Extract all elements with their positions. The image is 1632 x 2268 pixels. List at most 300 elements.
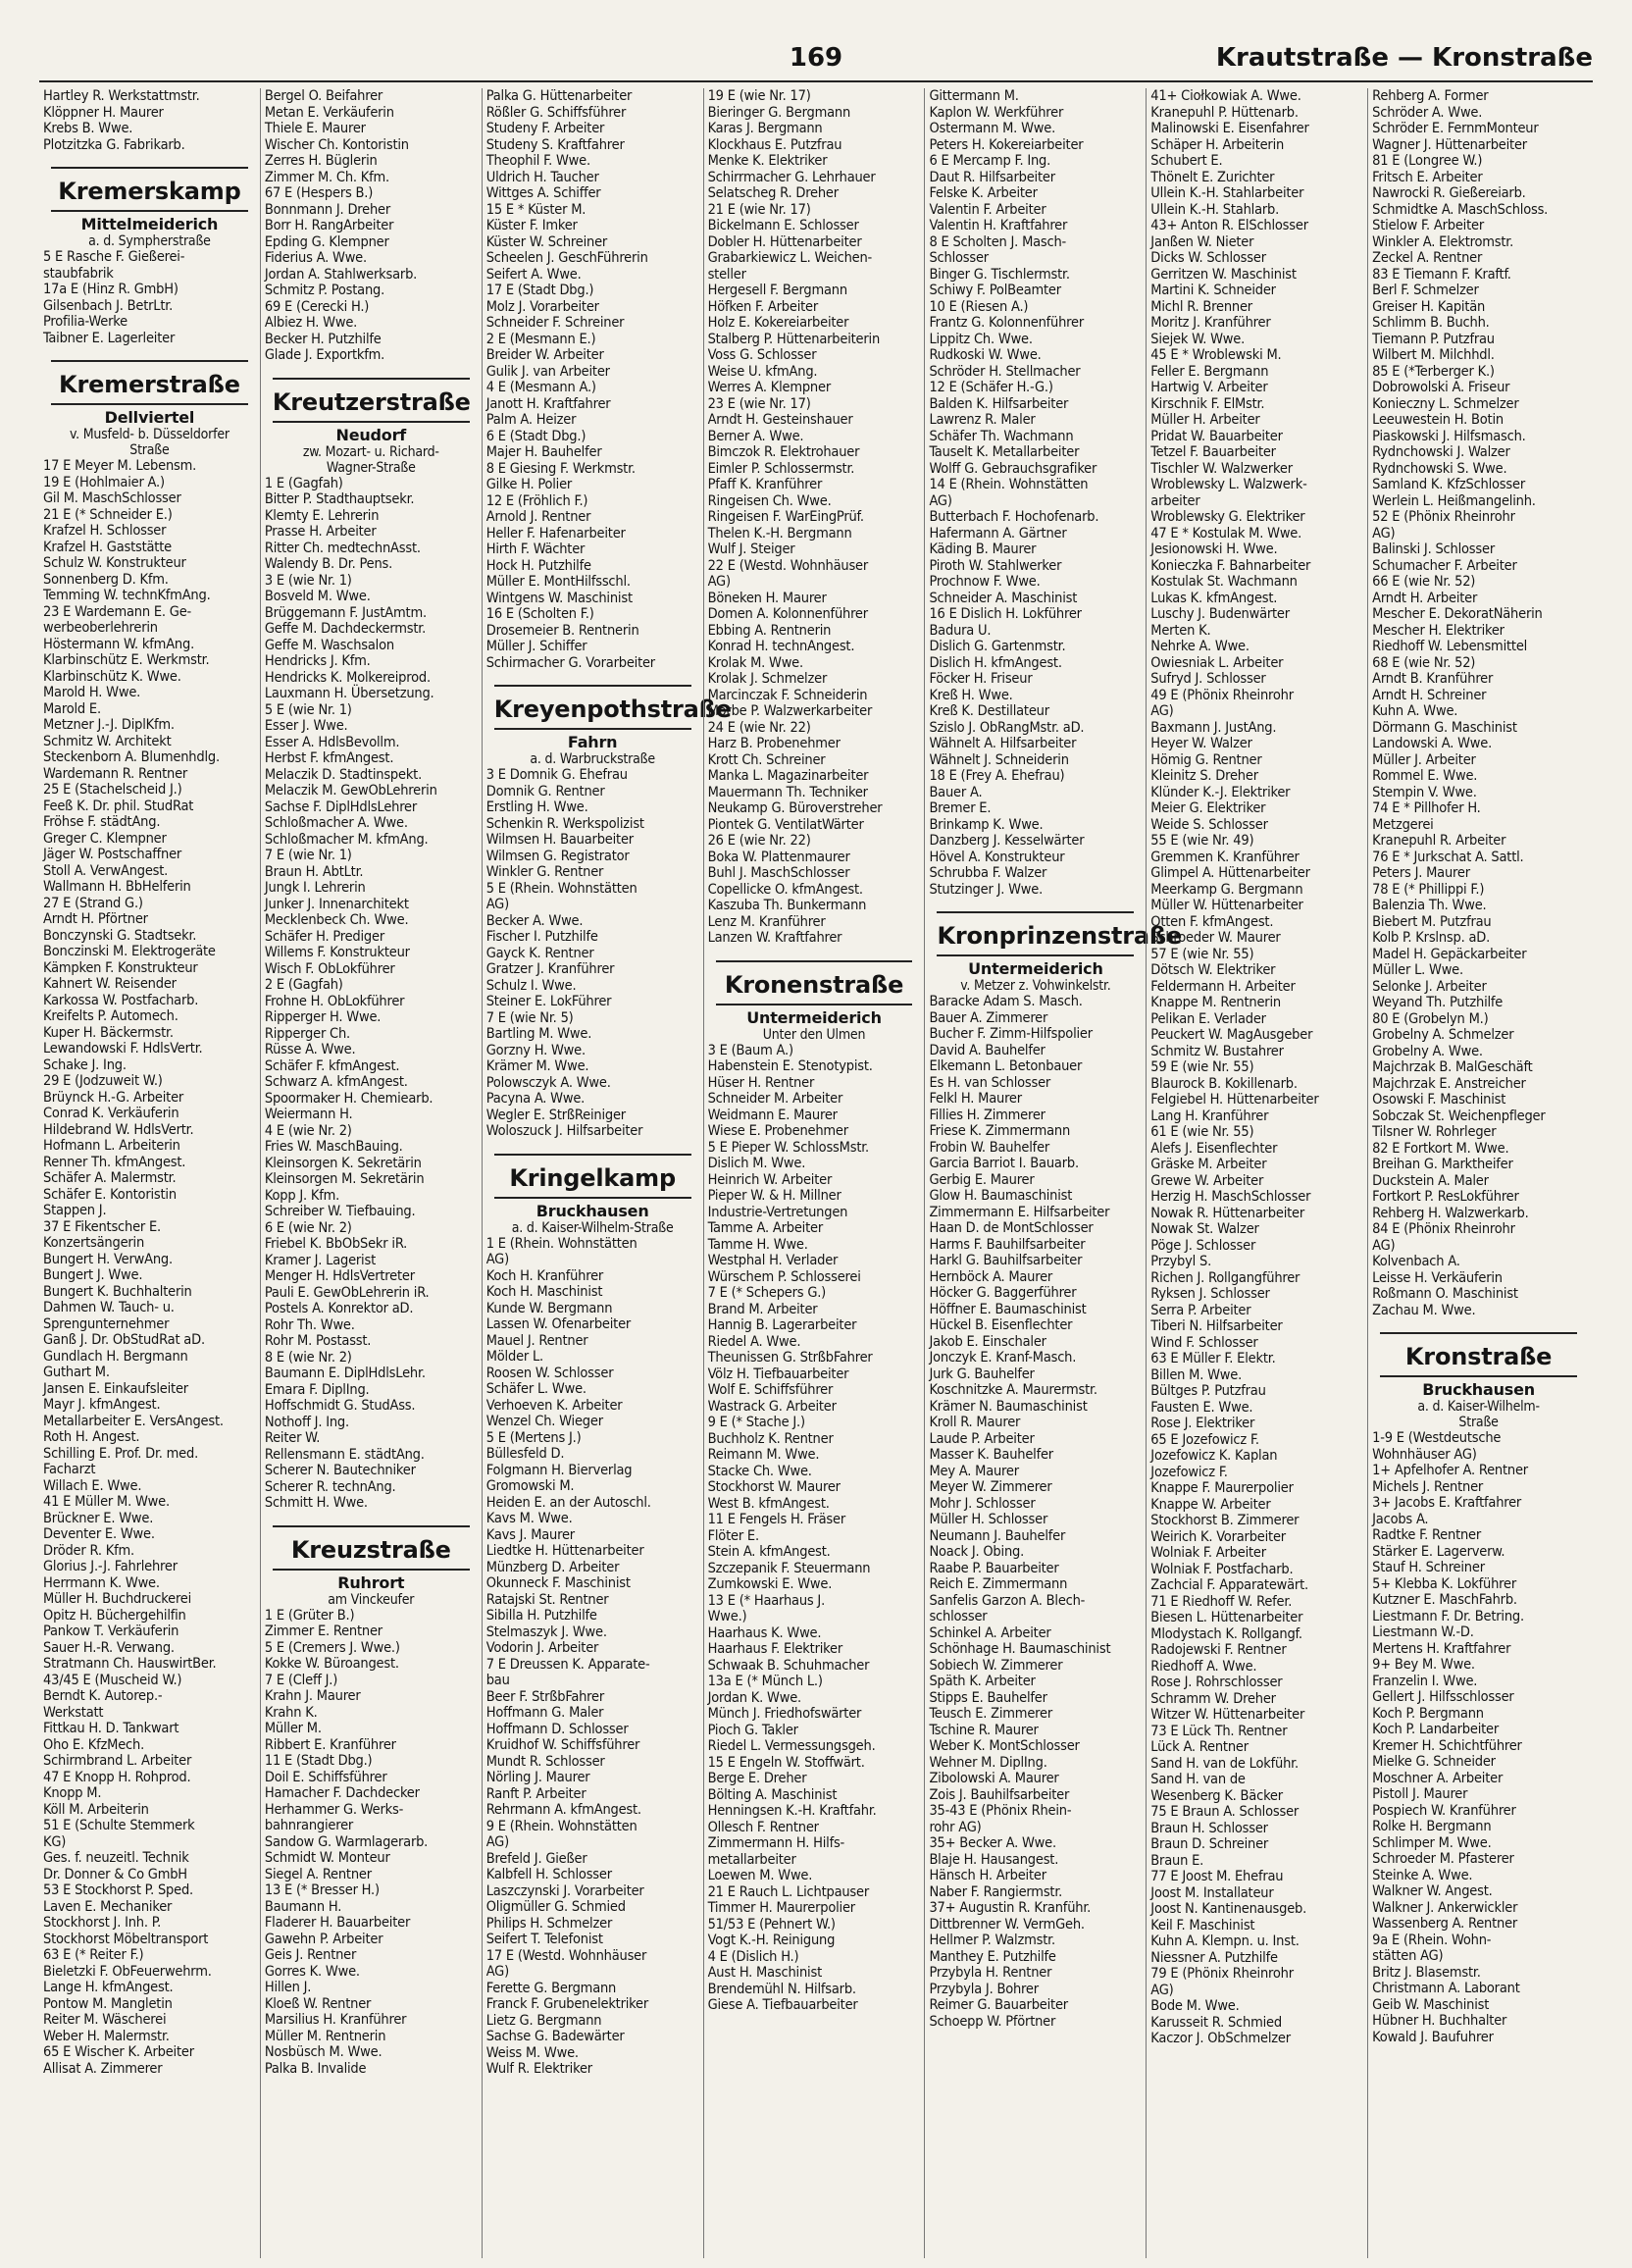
entry-line: 66 E (wie Nr. 52) — [1372, 574, 1476, 590]
entry-line: 12 E (Fröhlich F.) — [485, 492, 588, 509]
entry-line: Kokke W. Büroangest. — [264, 1656, 399, 1672]
entry-line: 8 E Scholten J. Masch- — [929, 233, 1067, 250]
entry-line: Greiser H. Kapitän — [1372, 298, 1486, 315]
entry-line: Wisch F. ObLokführer — [264, 960, 395, 977]
entry-line: Guthart M. — [43, 1365, 110, 1380]
entry-line: 69 E (Cerecki H.) — [264, 298, 370, 315]
entry-line: Gorzny H. Wwe. — [485, 1042, 586, 1058]
entry-line: Brückner E. Wwe. — [43, 1510, 154, 1526]
entry-line: Braun H. Schlosser — [1150, 1820, 1268, 1836]
entry-line: Schulz W. Konstrukteur — [43, 555, 186, 571]
entry-line: Rüsse A. Wwe. — [264, 1042, 356, 1057]
entry-line: Neukamp G. Büroverstreher — [707, 800, 883, 816]
street-heading: Kremerstraße — [51, 360, 248, 405]
entry-line: Hendricks J. Kfm. — [264, 653, 371, 669]
district-heading: Untermeiderich — [746, 1007, 882, 1027]
entry-line: Sibilla H. Putzhilfe — [485, 1608, 597, 1624]
entry-line: Opitz H. Büchergehilfin — [43, 1607, 186, 1624]
entry-line: Schirmacher G. Vorarbeiter — [485, 654, 655, 671]
entry-line: Mlodystach K. Rollgangf. — [1150, 1625, 1302, 1642]
entry-line: Masser K. Bauhelfer — [929, 1447, 1053, 1463]
entry-line: Epding G. Klempner — [264, 233, 389, 250]
entry-line: Schmitt H. Wwe. — [264, 1495, 368, 1511]
entry-line: 5 E (wie Nr. 1) — [264, 701, 352, 718]
entry-line: Holz E. Kokereiarbeiter — [707, 315, 849, 331]
entry-line: Ranft P. Arbeiter — [485, 1785, 586, 1802]
entry-line: Bauer A. Zimmerer — [929, 1009, 1048, 1026]
entry-line: Zimmermann E. Hilfsarbeiter — [929, 1204, 1110, 1220]
entry-line: Pauli E. GewObLehrerin iR. — [264, 1284, 430, 1301]
entry-line: Verhoeven K. Arbeiter — [485, 1397, 623, 1414]
entry-line: Franzelin I. Wwe. — [1372, 1673, 1478, 1689]
entry-line: Köll M. Arbeiterin — [43, 1801, 149, 1818]
entry-line: Berndt K. Autorep.- — [43, 1688, 163, 1704]
entry-line: Bültges P. Putzfrau — [1150, 1383, 1266, 1399]
entry-line: Nothoff J. Ing. — [264, 1414, 349, 1430]
entry-line: Arndt H. Arbeiter — [1372, 590, 1478, 606]
entry-line: 21 E (* Schneider E.) — [43, 506, 173, 523]
entry-line: Richen J. Rollgangführer — [1150, 1269, 1300, 1286]
entry-line: Schirmbrand L. Arbeiter — [43, 1753, 192, 1769]
entry-line: 3 E (wie Nr. 1) — [264, 572, 352, 589]
entry-line: Kahnert W. Reisender — [43, 976, 177, 992]
entry-line: 57 E (wie Nr. 55) — [1150, 946, 1254, 962]
entry-line: Friese K. Zimmermann — [929, 1123, 1071, 1139]
entry-line: Okunneck F. Maschinist — [485, 1575, 631, 1591]
entry-line: Zimmer E. Rentner — [264, 1624, 382, 1639]
entry-line: Wulf R. Elektriker — [485, 2061, 592, 2077]
entry-line: 5 E (Rhein. Wohnstätten — [485, 880, 638, 897]
entry-line: 5 E (Mertens J.) — [485, 1429, 582, 1446]
entry-line: Werlein L. Heißmangelinh. — [1372, 492, 1536, 509]
entry-line: Pontow M. Mangletin — [43, 1995, 173, 2012]
entry-line: Joost N. Kantinenausgeb. — [1150, 1901, 1307, 1917]
entry-line: Fillies H. Zimmerer — [929, 1107, 1046, 1123]
entry-line: Bauer A. — [929, 784, 983, 800]
entry-line: Ringeisen F. WarEingPrüf. — [707, 509, 864, 525]
entry-line: Hartley R. Werkstattmstr. — [43, 88, 200, 104]
entry-line: Lewandowski F. HdlsVertr. — [43, 1041, 203, 1057]
entry-line: Junker J. Innenarchitekt — [264, 896, 409, 912]
entry-line: Harz B. Probenehmer — [707, 736, 841, 751]
entry-line: Deventer E. Wwe. — [43, 1526, 155, 1542]
entry-line: 26 E (wie Nr. 22) — [707, 833, 811, 849]
entry-line: Esser J. Wwe. — [264, 718, 348, 734]
entry-line: Janott H. Kraftfahrer — [485, 395, 611, 412]
entry-line: Weber H. Malermstr. — [43, 2028, 170, 2044]
street-range: a. d. Kaiser-Wilhelm- — [1417, 1399, 1540, 1415]
entry-line: Hellmer P. Walzmstr. — [929, 1933, 1055, 1948]
entry-line: Karusseit R. Schmied — [1150, 2014, 1282, 2031]
entry-line: Domnik G. Rentner — [485, 783, 605, 799]
entry-line: Danzberg J. Kesselwärter — [929, 833, 1085, 849]
entry-line: Krafzel H. Gaststätte — [43, 539, 172, 555]
entry-line: Wähnelt A. Hilfsarbeiter — [929, 736, 1077, 751]
entry-line: Balenzia Th. Wwe. — [1372, 898, 1487, 913]
entry-line: Mey A. Maurer — [929, 1463, 1019, 1479]
entry-line: Thelen K.-H. Bergmann — [707, 525, 852, 541]
entry-line: Gerritzen W. Maschinist — [1150, 266, 1297, 283]
entry-line: Hänsch H. Arbeiter — [929, 1868, 1046, 1883]
entry-line: Braun E. — [1150, 1852, 1204, 1869]
entry-line: Stein A. kfmAngest. — [707, 1544, 831, 1560]
entry-line: Dr. Donner & Co GmbH — [43, 1866, 187, 1882]
entry-line: Woloszuck J. Hilfsarbeiter — [485, 1123, 643, 1139]
entry-line: staubfabrik — [43, 265, 114, 282]
entry-line: Zachau M. Wwe. — [1372, 1302, 1476, 1318]
entry-line: 8 E (wie Nr. 2) — [264, 1349, 352, 1366]
entry-line: Karas J. Bergmann — [707, 121, 823, 136]
entry-line: 2 E (Mesmann E.) — [485, 331, 596, 347]
entry-line: 6 E (Stadt Dbg.) — [485, 428, 586, 444]
entry-line: 5+ Klebba K. Lokführer — [1372, 1575, 1516, 1592]
entry-line: 7 E (wie Nr. 5) — [485, 1009, 574, 1026]
entry-line: Harkl G. Bauhilfsarbeiter — [929, 1253, 1083, 1268]
entry-line: Mauel J. Rentner — [485, 1332, 588, 1349]
street-range: am Vinckeufer — [328, 1591, 415, 1608]
entry-line: AG) — [1372, 525, 1396, 541]
entry-line: Schoepp W. Pförtner — [929, 2013, 1056, 2030]
entry-line: Müller M. — [264, 1721, 322, 1736]
district-heading: Dellviertel — [104, 408, 195, 427]
entry-line: Peters H. Kokereiarbeiter — [929, 136, 1084, 153]
entry-line: Sachse F. DiplHdlsLehrer — [264, 799, 418, 815]
entry-line: Liestmann F. Dr. Betring. — [1372, 1608, 1524, 1624]
entry-line: Rose J. Elektriker — [1150, 1416, 1255, 1431]
entry-line: Rommel E. Wwe. — [1372, 768, 1478, 784]
entry-line: Ullein K.-H. Stahlarb. — [1150, 201, 1280, 218]
entry-line: Tiberi N. Hilfsarbeiter — [1150, 1318, 1283, 1334]
entry-line: Hoffmann D. Schlosser — [485, 1721, 629, 1737]
entry-line: Kuper H. Bäckermstr. — [43, 1024, 174, 1041]
district-heading: Untermeiderich — [968, 959, 1103, 978]
entry-line: Schäfer A. Malermstr. — [43, 1170, 177, 1186]
entry-line: Sand H. van de — [1150, 1772, 1246, 1787]
entry-line: Kaszuba Th. Bunkermann — [707, 898, 867, 913]
entry-line: Schneider A. Maschinist — [929, 590, 1078, 606]
entry-line: Kaczor J. ObSchmelzer — [1150, 2031, 1291, 2046]
entry-line: Mertens H. Kraftfahrer — [1372, 1640, 1511, 1657]
entry-line: 84 E (Phönix Rheinrohr — [1372, 1221, 1515, 1237]
entry-line: Reiter W. — [264, 1430, 321, 1446]
entry-line: Dötsch W. Elektriker — [1150, 962, 1276, 978]
entry-line: 15 E Engeln W. Stoffwärt. — [707, 1754, 865, 1771]
entry-line: Weyand Th. Putzhilfe — [1372, 995, 1504, 1010]
entry-line: Riedel A. Wwe. — [707, 1333, 801, 1350]
entry-line: Knappe M. Rentnerin — [1150, 995, 1281, 1010]
entry-line: Klarbinschütz E. Werkmstr. — [43, 652, 210, 668]
entry-line: Flöter E. — [707, 1527, 759, 1544]
entry-line: Westphal H. Verlader — [707, 1253, 839, 1268]
entry-line: 9 E (* Stache J.) — [707, 1415, 805, 1430]
entry-line: Mescher E. DekoratNäherin — [1372, 606, 1543, 622]
entry-line: Kalbfell H. Schlosser — [485, 1867, 612, 1882]
entry-line: Pridat W. Bauarbeiter — [1150, 428, 1283, 444]
entry-line: Geib W. Maschinist — [1372, 1996, 1490, 2013]
entry-line: AG) — [1150, 703, 1174, 719]
entry-line: Arndt H. Pförtner — [43, 911, 148, 927]
entry-line: Sonnenberg D. Kfm. — [43, 571, 169, 588]
entry-line: Stauf H. Schreiner — [1372, 1560, 1485, 1575]
entry-line: Weber K. MontSchlosser — [929, 1738, 1080, 1754]
entry-line: Stockhorst Möbeltransport — [43, 1931, 209, 1947]
entry-line: Wehner M. DiplIng. — [929, 1754, 1047, 1771]
entry-line: Glorius J.-J. Fahrlehrer — [43, 1559, 178, 1574]
entry-line: Copellicke O. kfmAngest. — [707, 881, 863, 898]
entry-line: Przybyla J. Bohrer — [929, 1981, 1039, 1997]
entry-line: Gil M. MaschSchlosser — [43, 490, 181, 506]
entry-line: 61 E (wie Nr. 55) — [1150, 1124, 1254, 1140]
entry-line: Braun H. AbtLtr. — [264, 863, 364, 880]
entry-line: Manthey E. Putzhilfe — [929, 1948, 1056, 1965]
entry-line: Kreifelts P. Automech. — [43, 1008, 178, 1024]
entry-line: Erstling H. Wwe. — [485, 799, 588, 815]
entry-line: Wolniak F. Arbeiter — [1150, 1545, 1266, 1561]
entry-line: Timmer H. Maurerpolier — [707, 1900, 855, 1916]
entry-line: Ripperger Ch. — [264, 1025, 350, 1042]
entry-line: Frohne H. ObLokführer — [264, 993, 405, 1009]
entry-line: Schmidt W. Monteur — [264, 1850, 390, 1866]
entry-line: 81 E (Longree W.) — [1372, 153, 1483, 169]
entry-line: Emara F. DiplIng. — [264, 1381, 370, 1398]
entry-line: Uldrich H. Taucher — [485, 169, 599, 185]
entry-line: 43/45 E (Muscheid W.) — [43, 1672, 182, 1688]
entry-line: Herhammer G. Werks- — [264, 1801, 404, 1818]
entry-line: Baxmann J. JustAng. — [1150, 719, 1277, 736]
entry-line: Klemty E. Lehrerin — [264, 507, 380, 524]
entry-line: Wilbert M. Milchhdl. — [1372, 347, 1495, 363]
entry-line: Geis J. Rentner — [264, 1947, 357, 1963]
entry-line: Hildebrand W. HdlsVertr. — [43, 1121, 194, 1138]
entry-line: Riedhoff W. Lebensmittel — [1372, 639, 1528, 654]
entry-line: Balinski J. Schlosser — [1372, 541, 1495, 557]
entry-line: Palka G. Hüttenarbeiter — [485, 88, 633, 104]
entry-line: Drosemeier B. Rentnerin — [485, 622, 639, 639]
entry-line: Polowsczyk A. Wwe. — [485, 1074, 611, 1091]
entry-line: Rose J. Rohrschlosser — [1150, 1675, 1283, 1690]
entry-line: Berner A. Wwe. — [707, 428, 804, 444]
entry-line: Koch P. Bergmann — [1372, 1705, 1484, 1722]
entry-line: Michels J. Rentner — [1372, 1478, 1484, 1495]
entry-line: Weide S. Schlosser — [1150, 816, 1268, 833]
entry-line: Müller J. Arbeiter — [1372, 751, 1476, 768]
entry-line: Hergesell F. Bergmann — [707, 283, 847, 298]
entry-line: 1 E (Gagfah) — [264, 475, 343, 491]
entry-line: Pöge J. Schlosser — [1150, 1237, 1256, 1254]
entry-line: Pistoll J. Maurer — [1372, 1786, 1468, 1802]
entry-line: Feeß K. Dr. phil. StudRat — [43, 798, 194, 814]
entry-line: steller — [707, 266, 746, 283]
entry-line: Tilsner W. Rohrleger — [1372, 1124, 1497, 1140]
entry-line: Höstermann W. kfmAng. — [43, 636, 195, 652]
entry-line: 51/53 E (Pehnert W.) — [707, 1916, 836, 1933]
entry-line: Hartwig V. Arbeiter — [1150, 380, 1268, 395]
entry-line: Schwaak B. Schuhmacher — [707, 1657, 870, 1674]
entry-line: 35-43 E (Phönix Rhein- — [929, 1803, 1072, 1819]
entry-line: 25 E (Stachelscheid J.) — [43, 782, 182, 798]
entry-line: Sufryd J. Schlosser — [1150, 671, 1266, 687]
entry-line: Gräske M. Arbeiter — [1150, 1157, 1267, 1172]
entry-line: Witzer W. Hüttenarbeiter — [1150, 1707, 1305, 1723]
entry-line: 11 E Fengels H. Fräser — [707, 1512, 846, 1527]
entry-line: 63 E (* Reiter F.) — [43, 1947, 144, 1963]
entry-line: Stockhorst W. Maurer — [707, 1479, 841, 1495]
entry-line: AG) — [485, 897, 509, 912]
entry-line: Nehrke A. Wwe. — [1150, 639, 1250, 654]
entry-line: Melaczik M. GewObLehrerin — [264, 783, 437, 799]
entry-line: Molz J. Vorarbeiter — [485, 298, 599, 315]
entry-line: 3+ Jacobs E. Kraftfahrer — [1372, 1495, 1522, 1511]
entry-line: Gremmen K. Kranführer — [1150, 849, 1300, 865]
entry-line: 17 E (Westd. Wohnhäuser — [485, 1947, 647, 1964]
entry-line: Siegel A. Rentner — [264, 1866, 372, 1882]
entry-line: Wegler E. StrßReiniger — [485, 1107, 626, 1123]
entry-line: Grewe W. Arbeiter — [1150, 1172, 1264, 1189]
entry-line: Valentin H. Kraftfahrer — [929, 218, 1068, 233]
entry-line: Boka W. Plattenmaurer — [707, 849, 850, 865]
entry-line: Lange H. kfmAngest. — [43, 1980, 174, 1995]
entry-line: Müller H. Arbeiter — [1150, 412, 1260, 428]
entry-line: Noack J. Obing. — [929, 1544, 1025, 1560]
entry-line: 21 E (wie Nr. 17) — [707, 201, 811, 218]
entry-line: Billen M. Wwe. — [1150, 1366, 1243, 1383]
entry-line: Fischer I. Putzhilfe — [485, 929, 598, 945]
entry-line: 7 E Dreussen K. Apparate- — [485, 1656, 650, 1673]
entry-line: Schröder A. Wwe. — [1372, 104, 1483, 121]
entry-line: Jurk G. Bauhelfer — [929, 1366, 1035, 1382]
entry-line: Wolniak F. Postfacharb. — [1150, 1561, 1294, 1577]
entry-line: Biesen L. Hüttenarbeiter — [1150, 1610, 1303, 1625]
entry-line: Hübner H. Buchhalter — [1372, 2013, 1507, 2029]
entry-line: Janßen W. Nieter — [1150, 233, 1254, 250]
entry-line: Dröder R. Kfm. — [43, 1542, 134, 1559]
entry-line: 47 E Knopp H. Rohprod. — [43, 1769, 191, 1785]
entry-line: Schmidtke A. MaschSchloss. — [1372, 201, 1549, 218]
entry-line: Menger H. HdlsVertreter — [264, 1268, 415, 1284]
entry-line: Kunde W. Bergmann — [485, 1300, 613, 1316]
entry-line: Doil E. Schiffsführer — [264, 1769, 387, 1785]
entry-line: Loewen M. Wwe. — [707, 1868, 813, 1883]
entry-line: 13 E (* Haarhaus J. — [707, 1592, 826, 1609]
entry-line: Schäper H. Arbeiterin — [1150, 136, 1285, 153]
entry-line: 22 E (Westd. Wohnhäuser — [707, 557, 869, 574]
entry-line: Stempin V. Wwe. — [1372, 784, 1477, 800]
entry-line: Martini K. Schneider — [1150, 283, 1276, 298]
entry-line: Krolak J. Schmelzer — [707, 671, 828, 687]
entry-line: Kowald J. Baufuhrer — [1372, 2029, 1494, 2045]
entry-line: Henningsen K.-H. Kraftfahr. — [707, 1803, 877, 1819]
entry-line: Radtke F. Rentner — [1372, 1527, 1482, 1543]
entry-line: Samland K. KfzSchlosser — [1372, 477, 1525, 492]
entry-line: Willach E. Wwe. — [43, 1477, 142, 1494]
entry-line: 6 E (wie Nr. 2) — [264, 1219, 352, 1236]
entry-line: Kruidhof W. Schiffsführer — [485, 1737, 640, 1753]
entry-line: Konzertsängerin — [43, 1235, 145, 1251]
entry-line: Haarhaus F. Elektriker — [707, 1641, 842, 1657]
entry-line: Marold H. Wwe. — [43, 685, 141, 700]
entry-line: Scherer R. technAng. — [264, 1478, 396, 1495]
entry-line: 47 E * Kostulak M. Wwe. — [1150, 525, 1302, 541]
entry-line: Pankow T. Verkäuferin — [43, 1624, 179, 1639]
entry-line: Bitter P. Stadthauptsekr. — [264, 491, 415, 507]
entry-line: Jozefowicz K. Kaplan — [1150, 1448, 1278, 1464]
entry-line: Bergel O. Beifahrer — [264, 88, 383, 104]
entry-line: Glade J. Exportkfm. — [264, 347, 385, 363]
entry-line: Eimler P. Schlossermstr. — [707, 460, 855, 477]
entry-line: Kavs M. Wwe. — [485, 1511, 573, 1526]
entry-line: Metallarbeiter E. VersAngest. — [43, 1413, 224, 1429]
entry-line: 9 E (Rhein. Wohnstätten — [485, 1818, 638, 1834]
entry-line: Schlosser — [929, 250, 989, 266]
entry-line: AG) — [1150, 1982, 1174, 1998]
entry-line: 23 E (wie Nr. 17) — [707, 395, 811, 412]
entry-line: Breider W. Arbeiter — [485, 347, 604, 363]
entry-line: Schneider M. Arbeiter — [707, 1091, 843, 1107]
entry-line: Aust H. Maschinist — [707, 1965, 822, 1981]
entry-line: Schäfer Th. Wachmann — [929, 428, 1074, 444]
entry-line: Kavs J. Maurer — [485, 1526, 575, 1543]
entry-line: Metan E. Verkäuferin — [264, 104, 394, 121]
entry-line: 2 E (Gagfah) — [264, 977, 343, 993]
entry-line: Wind F. Schlosser — [1150, 1334, 1258, 1351]
entry-line: Palm A. Heizer — [485, 412, 577, 428]
entry-line: Hofmann L. Arbeiterin — [43, 1138, 180, 1154]
entry-line: Becker H. Putzhilfe — [264, 331, 382, 347]
entry-line: 67 E (Hespers B.) — [264, 185, 374, 201]
street-range: Straße — [129, 442, 170, 458]
entry-line: 3 E Domnik G. Ehefrau — [485, 767, 628, 783]
entry-line: Landowski A. Wwe. — [1372, 736, 1493, 751]
entry-line: Rohr Th. Wwe. — [264, 1316, 355, 1333]
entry-line: Gayck K. Rentner — [485, 945, 594, 961]
street-range: Straße — [1458, 1415, 1499, 1430]
entry-line: Weiermann H. — [264, 1107, 353, 1122]
entry-line: Liestmann W.-D. — [1372, 1624, 1474, 1640]
entry-line: Reimer G. Bauarbeiter — [929, 1997, 1068, 2013]
entry-line: Haarhaus K. Wwe. — [707, 1624, 822, 1641]
entry-line: Stoll A. VerwAngest. — [43, 862, 169, 879]
district-heading: Ruhrort — [337, 1572, 405, 1592]
entry-line: Bonczinski M. Elektrogeräte — [43, 944, 216, 959]
entry-line: Rößler G. Schiffsführer — [485, 104, 627, 121]
entry-line: Koch P. Landarbeiter — [1372, 1722, 1500, 1737]
entry-line: 5 E Pieper W. SchlossMstr. — [707, 1139, 869, 1156]
entry-line: Sauer H.-R. Verwang. — [43, 1639, 175, 1656]
directory-column — [1146, 88, 1367, 2258]
entry-line: Industrie-Vertretungen — [707, 1204, 848, 1220]
street-heading: Kreuzstraße — [273, 1525, 470, 1571]
entry-line: 11 E (Stadt Dbg.) — [264, 1753, 373, 1769]
entry-line: Seifert A. Wwe. — [485, 266, 582, 283]
entry-line: Reich E. Zimmermann — [929, 1576, 1068, 1592]
entry-line: 68 E (wie Nr. 52) — [1372, 654, 1476, 671]
entry-line: Jonczyk E. Kranf-Masch. — [929, 1350, 1077, 1366]
entry-line: Valentin F. Arbeiter — [929, 201, 1046, 218]
entry-line: Siejek W. Wwe. — [1150, 331, 1246, 347]
entry-line: Seifert T. Telefonist — [485, 1932, 603, 1947]
district-heading: Mittelmeiderich — [80, 215, 219, 233]
entry-line: Mecklenbeck Ch. Wwe. — [264, 912, 409, 928]
entry-line: Ollesch F. Rentner — [707, 1819, 819, 1835]
entry-line: 17 E (Stadt Dbg.) — [485, 283, 594, 298]
entry-line: Schneider F. Schreiner — [485, 315, 625, 331]
entry-line: Scheelen J. GeschFührerin — [485, 250, 648, 266]
entry-line: Wohnhäuser AG) — [1372, 1446, 1477, 1463]
entry-line: Becker A. Wwe. — [485, 912, 584, 929]
entry-line: 7 E (wie Nr. 1) — [264, 848, 352, 863]
entry-line: Laszczynski J. Vorarbeiter — [485, 1882, 644, 1899]
entry-line: 63 E Müller F. Elektr. — [1150, 1351, 1276, 1366]
